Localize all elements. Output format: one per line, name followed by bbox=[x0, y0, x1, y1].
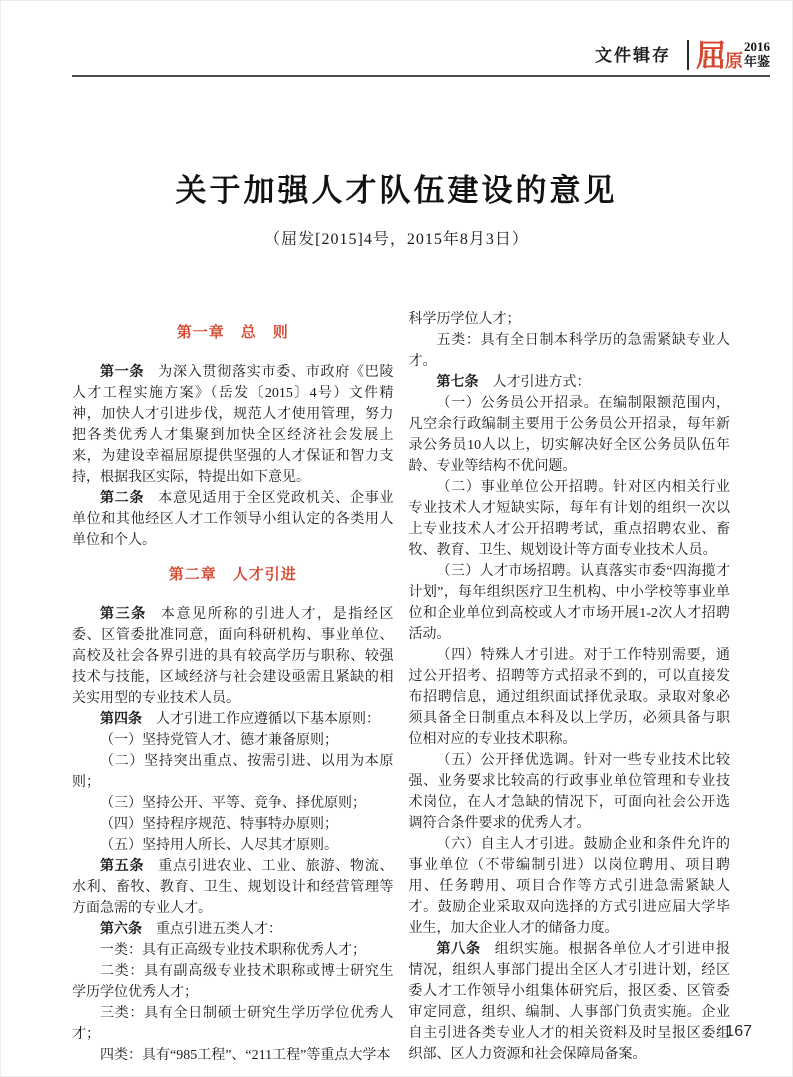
block-text: （四）特殊人才引进。对于工作特别需要，通过公开招考、招聘等方式招录不到的，可以直接发布招聘信息，通过组织面试择优录取。录取对象必须具备全日制重点本科及以上学历，必须具备与职位相对应的专业技术职称。 bbox=[408, 647, 730, 747]
block-text: 第二章 人才引进 bbox=[168, 566, 297, 583]
left-column bbox=[72, 309, 394, 1066]
article-number: 第六条 bbox=[100, 921, 142, 937]
block-text: 重点引进农业、工业、旅游、物流、水利、畜牧、教育、卫生、规划设计和经营管理等方面急需的专业人才。 bbox=[72, 858, 394, 916]
text-block bbox=[72, 919, 394, 940]
page-number: 167 bbox=[725, 1023, 752, 1040]
block-text: 组织实施。根据各单位人才引进申报情况，组织人事部门提出全区人才引进计划，经区委人才工作领导小组集体研究后，报区委、区管委审定同意，组织、编制、人事部门负责实施。企业自主引进各类专业人才的相关资料及时呈报区委组织部、区人力资源和社会保障局备案。 bbox=[408, 941, 730, 1062]
block-text: 四类：具有“985工程”、“211工程”等重点大学本 bbox=[100, 1047, 391, 1063]
section-label: 文件辑存 bbox=[594, 45, 671, 65]
block-text: 五类：具有全日制本科学历的急需紧缺专业人才。 bbox=[408, 332, 730, 369]
text-block bbox=[72, 814, 394, 835]
document-body bbox=[72, 309, 730, 1066]
block-text: 重点引进五类人才： bbox=[156, 921, 282, 937]
block-text: （二）坚持突出重点、按需引进、以用为本原则； bbox=[72, 753, 394, 790]
text-block bbox=[72, 961, 394, 1003]
text-block bbox=[72, 835, 394, 856]
block-text: （三）坚持公开、平等、竞争、择优原则； bbox=[100, 795, 366, 811]
text-block bbox=[72, 793, 394, 814]
text-block bbox=[409, 309, 731, 330]
title-block bbox=[0, 165, 793, 249]
text-block bbox=[72, 323, 394, 344]
text-block bbox=[72, 488, 394, 551]
document-title: 关于加强人才队伍建设的意见 bbox=[175, 172, 618, 208]
right-column bbox=[409, 309, 731, 1066]
text-block bbox=[72, 709, 394, 730]
document-number-date: （屈发[2015]4号，2015年8月3日） bbox=[264, 230, 529, 248]
text-block bbox=[409, 645, 731, 750]
article-number: 第四条 bbox=[100, 711, 142, 727]
block-text: 本意见适用于全区党政机关、企事业单位和其他经区人才工作领导小组认定的各类用人单位和个人。 bbox=[72, 490, 394, 548]
page-header bbox=[72, 0, 770, 77]
block-text: （五）坚持用人所长、人尽其才原则。 bbox=[100, 837, 338, 853]
logo-year-block bbox=[744, 40, 770, 70]
block-text: （五）公开择优选调。针对一些专业技术比较强、业务要求比较高的行政事业单位管理和专业技术岗位，在人才急缺的情况下，可面向社会公开选调符合条件要求的优秀人才。 bbox=[408, 752, 730, 831]
text-block bbox=[72, 565, 394, 586]
block-text: （二）事业单位公开招聘。针对区内相关行业专业技术人才短缺实际，每年有计划的组织一次以上专业技术人才公开招聘考试，重点招聘农业、畜牧、教育、卫生、规划设计等方面专业技术人员。 bbox=[408, 479, 730, 558]
block-text: （三）人才市场招聘。认真落实市委“四海揽才计划”，每年组织医疗卫生机构、中小学校等事业单位和企业单位到高校或人才市场开展1-2次人才招聘活动。 bbox=[408, 563, 730, 642]
block-text: 为深入贯彻落实市委、市政府《巴陵人才工程实施方案》（岳发〔2015〕4号）文件精神，加快人才引进步伐，规范人才使用管理，努力把各类优秀人才集聚到加快全区经济社会发展上来，为建设幸福屈原提供坚强的人才保证和智力支持，根据我区实际，特提出如下意见。 bbox=[72, 364, 394, 485]
block-text: 一类：具有正高级专业技术职称优秀人才； bbox=[100, 942, 366, 958]
block-text: 本意见所称的引进人才，是指经区委、区管委批准同意，面向科研机构、事业单位、高校及社会各界引进的具有较高学历与职称、较强技术与技能，区域经济与社会建设亟需且紧缺的相关实用型的专业技术人员。 bbox=[72, 606, 394, 706]
block-text: 人才引进方式： bbox=[492, 374, 591, 390]
text-block bbox=[72, 362, 394, 488]
block-text: （一）公务员公开招录。在编制限额范围内，凡空余行政编制主要用于公务员公开招录，每年新录公务员10人以上，切实解决好全区公务员队伍年龄、专业等结构不优问题。 bbox=[408, 395, 730, 474]
text-block bbox=[72, 730, 394, 751]
block-text: 二类：具有副高级专业技术职称或博士研究生学历学位优秀人才； bbox=[72, 963, 394, 1000]
text-block bbox=[409, 939, 731, 1065]
text-block bbox=[409, 477, 731, 561]
logo-suffix: 年鉴 bbox=[743, 53, 770, 69]
text-block bbox=[72, 1045, 394, 1066]
block-text: （六）自主人才引进。鼓励企业和条件允许的事业单位（不带编制引进）以岗位聘用、项目聘用、任务聘用、项目合作等方式引进急需紧缺人才。鼓励企业采取双向选择的方式引进应届大学毕业生，加大企业人才的储备力度。 bbox=[408, 836, 730, 936]
text-block bbox=[409, 834, 731, 939]
text-block bbox=[409, 330, 731, 372]
text-block bbox=[72, 604, 394, 709]
text-block bbox=[72, 856, 394, 919]
logo-char-sub: 原 bbox=[724, 50, 743, 71]
block-text: 三类：具有全日制硕士研究生学历学位优秀人才； bbox=[72, 1005, 394, 1042]
article-number: 第八条 bbox=[436, 941, 481, 957]
block-text: 科学历学位人才； bbox=[408, 311, 521, 327]
logo-year: 2016 bbox=[743, 39, 770, 54]
article-number: 第七条 bbox=[436, 374, 479, 390]
article-number: 第一条 bbox=[100, 364, 145, 380]
block-text: （四）坚持程序规范、特事特办原则； bbox=[100, 816, 338, 832]
text-block bbox=[409, 561, 731, 645]
text-block bbox=[72, 751, 394, 793]
yearbook-logo bbox=[687, 39, 770, 73]
article-number: 第二条 bbox=[100, 490, 145, 506]
article-number: 第五条 bbox=[100, 858, 145, 874]
text-block bbox=[409, 750, 731, 834]
block-text: 人才引进工作应遵循以下基本原则： bbox=[156, 711, 380, 727]
article-number: 第三条 bbox=[100, 606, 147, 622]
text-block bbox=[72, 940, 394, 961]
text-block bbox=[409, 393, 731, 477]
block-text: 第一章 总 则 bbox=[176, 324, 289, 341]
block-text: （一）坚持党管人才、德才兼备原则； bbox=[100, 732, 338, 748]
logo-char-main: 屈 bbox=[695, 39, 726, 73]
text-block bbox=[72, 1003, 394, 1045]
text-block bbox=[409, 372, 731, 393]
